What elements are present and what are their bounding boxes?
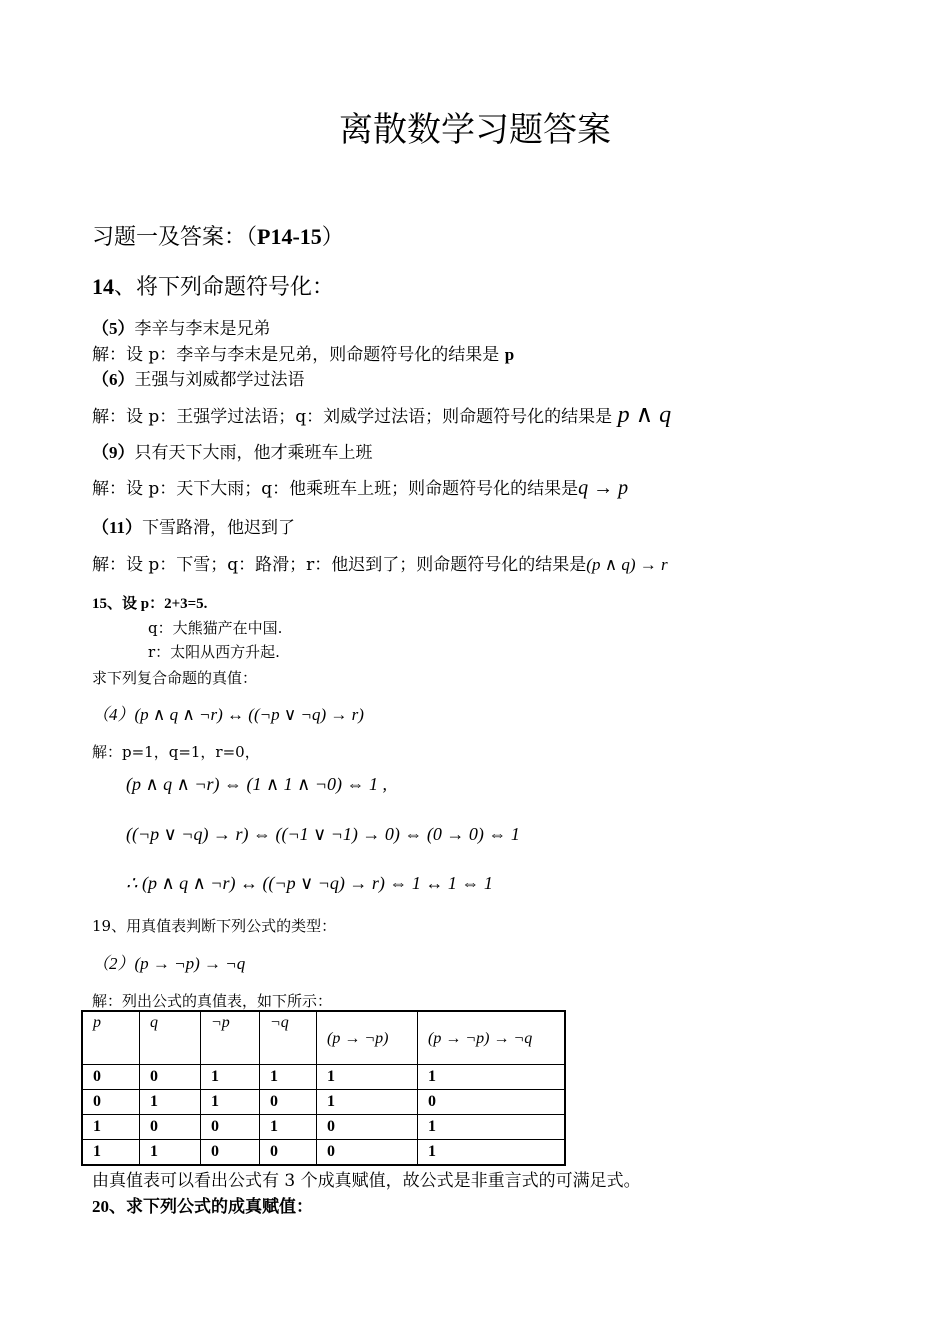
- table-cell: 1: [418, 1115, 566, 1140]
- q14-solution-9: [92, 474, 628, 500]
- table-cell: 1: [82, 1140, 140, 1166]
- table-cell: 1: [418, 1065, 566, 1090]
- table-cell: 0: [82, 1065, 140, 1090]
- table-cell: 1: [140, 1140, 201, 1166]
- q15-line-3: r：太阳从西方升起.: [148, 643, 280, 661]
- table-cell: 1: [140, 1090, 201, 1115]
- solution-text: p：李辛与李末是兄弟，则命题符号化的结果是: [148, 345, 505, 365]
- q14-item-11: [92, 513, 295, 538]
- table-cell: 1: [201, 1090, 260, 1115]
- solution-text: p：下雪；q：路滑；r：他迟到了；则命题符号化的结果是: [148, 555, 587, 575]
- q14-solution-11: [92, 550, 668, 575]
- q14-item-9: [92, 438, 373, 463]
- page-title: 离散数学习题答案: [339, 110, 611, 150]
- solution-prefix: 解：设: [92, 407, 149, 427]
- section-label: 习题一及答案：（: [92, 225, 258, 250]
- solution-formula: p ∧ q: [617, 402, 672, 428]
- item-number: （11）: [92, 518, 143, 537]
- q15-step-3: ∴ (p ∧ q ∧ ¬r) ↔ ((¬p ∨ ¬q) → r) ⇔ 1 ↔ 1 ⇔ 1: [126, 873, 493, 893]
- q20-heading: 20、求下列公式的成真赋值：: [92, 1197, 313, 1216]
- solution-formula: (p ∧ q) → r: [586, 555, 668, 574]
- table-cell: 0: [140, 1115, 201, 1140]
- truth-table: [81, 1010, 566, 1166]
- solution-text: p：王强学过法语；q：刘威学过法语；则命题符号化的结果是: [148, 407, 618, 427]
- table-header-cell: p: [82, 1011, 140, 1065]
- table-cell: 0: [260, 1140, 317, 1166]
- q19-heading: 19、用真值表判断下列公式的类型：: [92, 917, 337, 935]
- table-cell: 0: [201, 1140, 260, 1166]
- solution-text: p：天下大雨；q：他乘班车上班；则命题符号化的结果是: [148, 479, 579, 499]
- table-header-cell: ¬p: [201, 1011, 260, 1065]
- q14-solution-6: [92, 400, 671, 429]
- table-cell: 1: [317, 1065, 418, 1090]
- table-cell: 1: [418, 1140, 566, 1166]
- q14-item-6: [92, 365, 305, 390]
- table-header-cell: (p → ¬p): [317, 1011, 418, 1065]
- q14-solution-5: [92, 340, 514, 365]
- table-row: [82, 1090, 565, 1115]
- table-header-cell: q: [140, 1011, 201, 1065]
- table-header-cell: (p → ¬p) → ¬q: [418, 1011, 566, 1065]
- solution-prefix: 解：设: [92, 345, 149, 365]
- item-number: （9）: [92, 443, 135, 462]
- q15-ask: 求下列复合命题的真值：: [92, 669, 258, 687]
- solution-result: p: [504, 345, 515, 364]
- item-text: 只有天下大雨，他才乘班车上班: [134, 443, 373, 463]
- item-text: 李辛与李末是兄弟: [134, 319, 271, 339]
- item-text: 下雪路滑，他迟到了: [142, 518, 296, 538]
- table-cell: 0: [260, 1090, 317, 1115]
- section-heading: [92, 220, 344, 251]
- table-cell: 0: [82, 1090, 140, 1115]
- q19-formula: （2）(p → ¬p) → ¬q: [92, 954, 246, 973]
- q15-solution: 解：p=1，q=1，r=0，: [92, 743, 260, 761]
- table-header-row: [82, 1011, 565, 1065]
- table-cell: 0: [201, 1115, 260, 1140]
- q19-conclusion: 由真值表可以看出公式有 3 个成真赋值，故公式是非重言式的可满足式。: [92, 1171, 641, 1191]
- solution-prefix: 解：设: [92, 479, 149, 499]
- q15-line-2: q：大熊猫产在中国.: [148, 619, 283, 637]
- table-cell: 0: [317, 1140, 418, 1166]
- table-cell: 1: [260, 1065, 317, 1090]
- table-cell: 1: [317, 1090, 418, 1115]
- q14-heading: [92, 270, 334, 301]
- table-row: [82, 1065, 565, 1090]
- section-close: ）: [321, 225, 344, 250]
- q15-step-2: ((¬p ∨ ¬q) → r) ⇔ ((¬1 ∨ ¬1) → 0) ⇔ (0 → 0) ⇔ 1: [126, 824, 520, 844]
- solution-prefix: 解：设: [92, 555, 149, 575]
- table-cell: 0: [418, 1090, 566, 1115]
- item-number: （6）: [92, 370, 135, 389]
- item-number: （5）: [92, 319, 135, 338]
- q14-number: 14: [92, 274, 114, 299]
- table-cell: 0: [140, 1065, 201, 1090]
- q15-line-1: 15、设 p：2+3=5.: [92, 596, 208, 612]
- table-header-cell: ¬q: [260, 1011, 317, 1065]
- table-cell: 1: [82, 1115, 140, 1140]
- section-pages: P14-15: [257, 224, 322, 249]
- item-text: 王强与刘威都学过法语: [134, 370, 305, 390]
- q14-item-5: [92, 314, 271, 339]
- table-cell: 1: [260, 1115, 317, 1140]
- q14-heading-text: 、将下列命题符号化：: [114, 275, 335, 300]
- solution-formula: q → p: [578, 477, 629, 499]
- q15-step-1: (p ∧ q ∧ ¬r) ⇔ (1 ∧ 1 ∧ ¬0) ⇔ 1 ,: [126, 774, 387, 794]
- table-row: [82, 1140, 565, 1166]
- table-cell: 0: [317, 1115, 418, 1140]
- q15-formula: （4）(p ∧ q ∧ ¬r) ↔ ((¬p ∨ ¬q) → r): [92, 705, 364, 724]
- table-row: [82, 1115, 565, 1140]
- table-cell: 1: [201, 1065, 260, 1090]
- q19-intro: 解：列出公式的真值表，如下所示：: [92, 992, 333, 1010]
